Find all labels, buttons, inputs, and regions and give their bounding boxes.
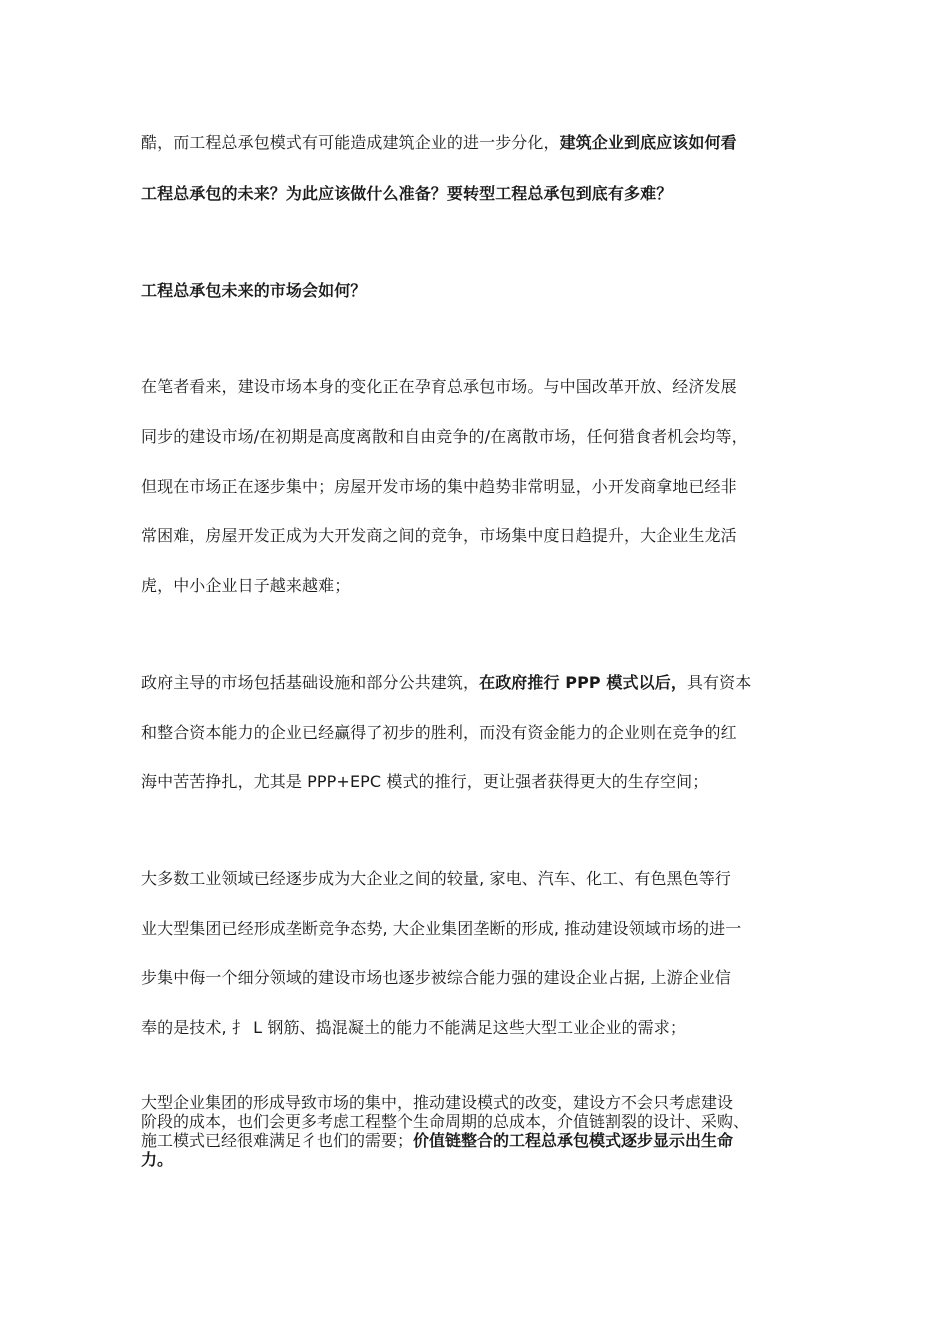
paragraph-2-line-4: 常困难，房屋开发正成为大开发商之间的竞争，市场集中度日趋提升，大企业生龙活 (141, 526, 737, 545)
paragraph-2-line-3: 但现在市场正在逐步集中；房屋开发市场的集中趋势非常明显，小开发商拿地已经非 (141, 477, 737, 496)
paragraph-3-line-3: 海中苦苦挣扎，尤其是 PPP+EPC 模式的推行，更让强者获得更大的生存空间； (141, 772, 709, 791)
paragraph-3-line-2: 和整合资本能力的企业已经赢得了初步的胜利，而没有资金能力的企业则在竞争的红 (141, 723, 737, 742)
paragraph-5-line-2: 阶段的成本，也们会更多考虑工程整个生命周期的总成本，介值链割裂的设计、采购、 (141, 1112, 750, 1131)
paragraph-1-line-1 (141, 132, 831, 154)
paragraph-3-line-1 (141, 672, 831, 694)
paragraph-4-line-2: 业大型集团已经形成垄断竞争态势, 大企业集团垄断的形成, 推动建设领域市场的进一 (141, 919, 742, 938)
paragraph-5-line-1: 大型企业集团的形成导致市场的集中，推动建设模式的改变，建设方不会只考虑建设 (141, 1093, 734, 1112)
paragraph-2-line-2: 同步的建设市场/在初期是高度离散和自由竞争的/在离散市场，任何猎食者机会均等， (141, 427, 748, 446)
paragraph-5 (141, 1093, 831, 1169)
paragraph-5-line-3 (141, 1131, 831, 1150)
section-heading: 工程总承包未来的市场会如何？ (141, 281, 367, 300)
paragraph-4-line-3: 步集中侮一个细分领域的建设市场也逐步被综合能力强的建设企业占据, 上游企业信 (141, 968, 731, 987)
paragraph-1-line-2: 工程总承包的未来？为此应该做什么准备？要转型工程总承包到底有多难？ (141, 184, 673, 203)
paragraph-5-line-4: 力。 (141, 1150, 174, 1169)
paragraph-5-bold-text: 价值链整合的工程总承包模式逐步显示出生命 (413, 1131, 734, 1150)
paragraph-3-text-tail: 具有资本 (686, 673, 752, 692)
paragraph-2-line-5: 虎，中小企业日子越来越难； (141, 576, 351, 595)
paragraph-3-bold-text: 在政府推行 PPP 模式以后， (479, 673, 687, 692)
paragraph-4-line-1: 大多数工业领域已经逐步成为大企业之间的较量, 家电、汽车、化工、有色黑色等行 (141, 869, 731, 888)
paragraph-5-text: 施工模式已经很难满足彳也们的需要； (141, 1131, 414, 1150)
paragraph-1-text: 酷，而工程总承包模式有可能造成建筑企业的进一步分化， (141, 133, 560, 152)
paragraph-2-line-1: 在笔者看来，建设市场本身的变化正在孕育总承包市场。与中国改革开放、经济发展 (141, 377, 737, 396)
paragraph-4-line-4: 奉的是技术, 扌 L 钢筋、捣混凝土的能力不能满足这些大型工业企业的需求； (141, 1018, 686, 1037)
paragraph-3-text: 政府主导的市场包括基础设施和部分公共建筑， (141, 673, 480, 692)
paragraph-1-bold-text: 建筑企业到底应该如何看 (559, 133, 737, 152)
